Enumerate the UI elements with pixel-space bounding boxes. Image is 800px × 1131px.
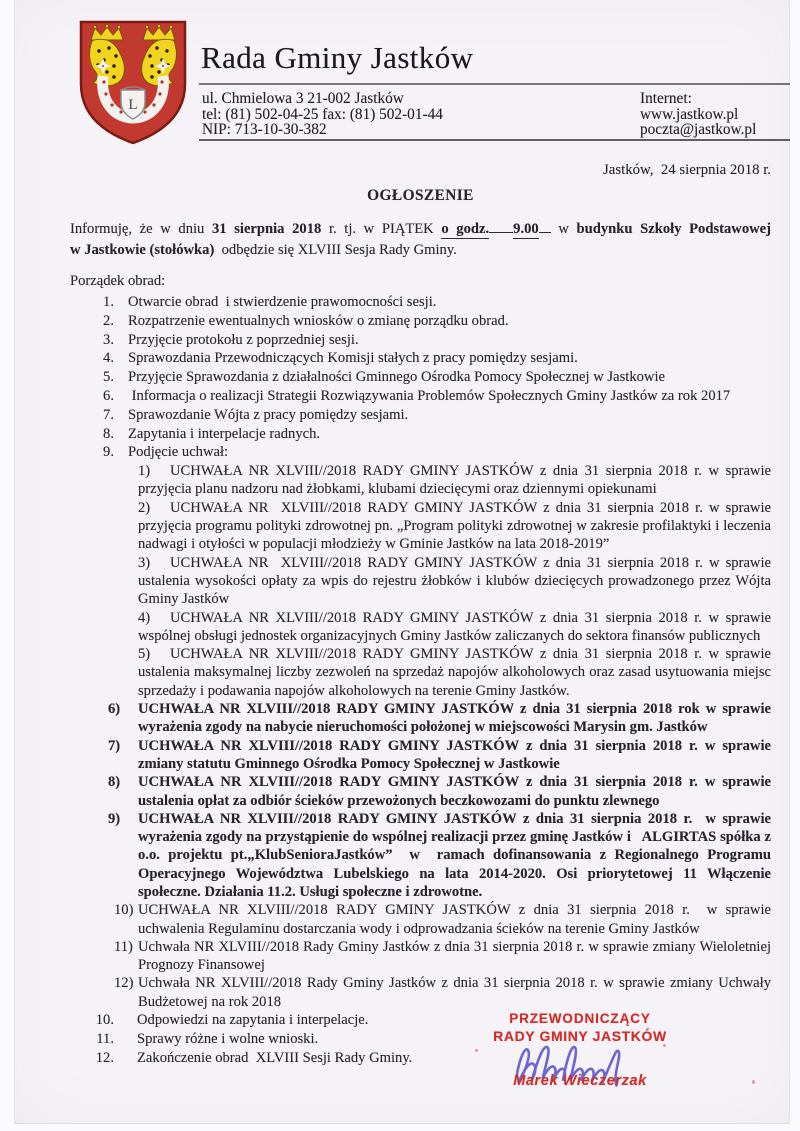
intro-segment: o godz. bbox=[441, 221, 490, 237]
item-number: 9) bbox=[108, 810, 121, 827]
item-text: Rozpatrzenie ewentualnych wniosków o zmianę porządku obrad. bbox=[128, 312, 509, 329]
item-text: Odpowiedzi na zapytania i interpelacje. bbox=[137, 1012, 369, 1029]
item-text: UCHWAŁA NR XLVIII//2018 RADY GMINY JASTKÓW z dnia 31 sierpnia 2018 r. w sprawie przyjęcia planu nadzoru nad żłobkami, klubami dziecięcymi oraz dziennymi opiekunami bbox=[138, 463, 771, 498]
agenda-item bbox=[70, 331, 771, 350]
intro-segment: 9.00 bbox=[513, 221, 539, 237]
agenda-item bbox=[70, 406, 771, 425]
item-text: Zapytania i interpelacje radnych. bbox=[128, 425, 321, 442]
item-number: 11. bbox=[96, 1030, 114, 1047]
header-divider-top bbox=[199, 83, 790, 85]
ink-speck bbox=[475, 1049, 478, 1052]
agenda-item bbox=[70, 425, 771, 444]
address-phone-fax: tel: (81) 502-04-25 fax: (81) 502-01-44 bbox=[202, 105, 443, 123]
jastkow-coat-of-arms-icon bbox=[74, 16, 192, 148]
resolution-item bbox=[108, 773, 771, 810]
resolution-item bbox=[114, 901, 771, 938]
internet-block bbox=[640, 91, 756, 138]
intro-segment bbox=[489, 231, 513, 233]
agenda-item bbox=[70, 349, 771, 368]
intro-segment: Informuję, że w dniu bbox=[70, 221, 212, 237]
item-number: 2) bbox=[138, 499, 151, 516]
item-number: 3) bbox=[138, 554, 151, 571]
resolution-item bbox=[114, 938, 771, 975]
agenda-item bbox=[70, 443, 771, 462]
item-text: Przyjęcie protokołu z poprzedniej sesji. bbox=[128, 331, 359, 348]
signature-block bbox=[455, 1011, 705, 1111]
item-number: 4) bbox=[138, 609, 151, 626]
item-text: Sprawozdania Przewodniczących Komisji stałych z pracy pomiędzy sesjami. bbox=[128, 350, 578, 367]
item-text: UCHWAŁA NR XLVIII//2018 RADY GMINY JASTKÓW z dnia 31 sierpnia 2018 r. w sprawie wyrażenia zgody na przystąpienie do wspólnej realizacji przez gminę Jastków i ALGIRTAS spółka z o.o. projektu pt.„KlubSenioraJastków” w ramach dofinansowania z Regionalnego Programu Operacyjnego Województwa Lubelskiego na lata 2014-2020. Osi priorytetowej 11 Włączenie społeczne. Działania 11.2. Usługi społeczne i zdrowotne. bbox=[138, 810, 771, 900]
internet-label: Internet: bbox=[640, 90, 692, 107]
item-number: 11) bbox=[114, 938, 133, 955]
item-text: UCHWAŁA NR XLVIII//2018 RADY GMINY JASTKÓW z dnia 31 sierpnia 2018 r. w sprawie ustalenia wysokości opłaty za wpis do rejestru żłobków i klubów dziecięcych prowadzonego przez Wójta Gminy Jastków bbox=[138, 554, 771, 608]
intro-segment: w Jastkowie (stołówka) bbox=[70, 242, 215, 258]
item-text: Sprawy różne i wolne wnioski. bbox=[137, 1030, 319, 1047]
agenda-list bbox=[70, 293, 771, 1067]
item-text: Informacja o realizacji Strategii Rozwiązywania Problemów Społecznych Gminy Jastków za rok 2017 bbox=[128, 387, 731, 404]
organization-name: Rada Gminy Jastków bbox=[201, 40, 474, 75]
item-number: 3. bbox=[103, 331, 114, 348]
item-number: 10. bbox=[95, 1012, 114, 1029]
intro-paragraph bbox=[70, 219, 771, 261]
resolution-item bbox=[114, 974, 771, 1011]
agenda-heading: Porządek obrad: bbox=[70, 273, 166, 289]
address-street: ul. Chmielowa 3 21-002 Jastków bbox=[202, 90, 404, 107]
intro-line bbox=[70, 240, 771, 261]
item-number: 4. bbox=[103, 350, 114, 367]
website-url: www.jastkow.pl bbox=[640, 105, 739, 123]
resolution-item bbox=[138, 645, 771, 700]
item-text: UCHWAŁA NR XLVIII//2018 RADY GMINY JASTKÓW z dnia 31 sierpnia 2018 rok w sprawie wyrażenia zgody na nabycie nieruchomości położonej w miejscowości Marysin gm. Jastków bbox=[138, 701, 771, 736]
intro-segment bbox=[539, 231, 551, 233]
document-title: OGŁOSZENIE bbox=[367, 187, 474, 204]
item-text: Sprawozdanie Wójta z pracy pomiędzy sesjami. bbox=[128, 406, 409, 423]
item-number: 5. bbox=[103, 369, 114, 386]
item-text: Otwarcie obrad i stwierdzenie prawomocności sesji. bbox=[128, 294, 437, 310]
item-number: 12) bbox=[114, 975, 134, 992]
address-block bbox=[202, 91, 443, 138]
crest-letter: L bbox=[128, 97, 138, 113]
item-text: UCHWAŁA NR XLVIII//2018 RADY GMINY JASTKÓW z dnia 31 sierpnia 2018 r. w sprawie wspólnej obsługi jednostek organizacyjnych Gminy Jastków zaliczanych do sektora finansów publicznych bbox=[138, 609, 771, 644]
agenda-item bbox=[70, 368, 771, 387]
ink-speck bbox=[663, 1044, 666, 1047]
item-text: UCHWAŁA NR XLVIII//2018 RADY GMINY JASTKÓW z dnia 31 sierpnia 2018 r. w sprawie ustalenia opłat za odbiór ścieków przewożonych beczkowozami do punktu zlewnego bbox=[138, 774, 771, 809]
agenda-item bbox=[70, 387, 771, 406]
resolution-item bbox=[138, 554, 771, 609]
resolution-item bbox=[138, 609, 771, 646]
intro-segment: odbędzie się XLVIII Sesja Rady Gminy. bbox=[214, 242, 457, 258]
intro-segment: w bbox=[550, 221, 577, 237]
agenda-item bbox=[70, 312, 771, 331]
item-text: Uchwała NR XLVIII//2018 Rady Gminy Jastków z dnia 31 sierpnia 2018 r. w sprawie zmiany Uchwały Budżetowej na rok 2018 bbox=[138, 975, 771, 1010]
agenda-item bbox=[70, 293, 771, 312]
document-body bbox=[70, 161, 771, 1067]
resolution-item bbox=[108, 700, 771, 737]
item-text: UCHWAŁA NR XLVIII//2018 RADY GMINY JASTKÓW z dnia 31 sierpnia 2018 r. w sprawie ustalenia maksymalnej liczby zezwoleń na sprzedaż napojów alkoholowych oraz zasad usytuowania miejsc sprzedaży i podawania napojów alkoholowych na terenie Gminy Jastków. bbox=[138, 646, 771, 699]
item-number: 6. bbox=[103, 387, 114, 404]
item-text: UCHWAŁA NR XLVIII//2018 RADY GMINY JASTKÓW z dnia 31 sierpnia 2018 r. w sprawie zmiany statutu Gminnego Ośrodka Pomocy Społecznej w Jastkowie bbox=[138, 737, 771, 772]
item-number: 8. bbox=[103, 425, 114, 442]
item-text: UCHWAŁA NR XLVIII//2018 RADY GMINY JASTKÓW z dnia 31 sierpnia 2018 r. w sprawie przyjęcia programu polityki zdrowotnej pn. „Program polityki zdrowotnej w zakresie profilaktyki i leczenia nadwagi i otyłości w populacji młodzieży w Gminie Jastków na lata 2018-2019” bbox=[138, 499, 771, 553]
item-number: 8) bbox=[108, 774, 121, 791]
resolution-item bbox=[108, 810, 771, 901]
item-number: 1) bbox=[138, 463, 151, 480]
email-address: poczta@jastkow.pl bbox=[640, 121, 757, 139]
resolution-item bbox=[108, 737, 771, 774]
item-number: 9. bbox=[103, 444, 114, 461]
item-text: Przyjęcie Sprawozdania z działalności Gminnego Ośrodka Pomocy Społecznej w Jastkowie bbox=[128, 369, 665, 386]
item-number: 5) bbox=[138, 646, 151, 663]
item-number: 7) bbox=[108, 737, 121, 754]
dateline: Jastków, 24 sierpnia 2018 r. bbox=[603, 162, 771, 178]
ink-speck bbox=[752, 1080, 755, 1084]
intro-segment: budynku Szkoły Podstawowej bbox=[576, 221, 771, 237]
item-text: Zakończenie obrad XLVIII Sesji Rady Gminy. bbox=[137, 1049, 413, 1066]
intro-segment: 31 sierpnia 2018 bbox=[211, 221, 322, 237]
item-text: Podjęcie uchwał: bbox=[128, 444, 229, 461]
item-number: 6) bbox=[108, 701, 121, 718]
signer-role-line2: RADY GMINY JASTKÓW bbox=[493, 1028, 667, 1044]
item-number: 1. bbox=[103, 294, 114, 310]
item-text: UCHWAŁA NR XLVIII//2018 RADY GMINY JASTKÓW z dnia 31 sierpnia 2018 r. w sprawie uchwalenia Regulaminu dostarczania wody i odprowadzania ścieków na terenie Gminy Jastków bbox=[138, 902, 771, 937]
intro-segment: r. tj. w PIĄTEK bbox=[321, 221, 442, 237]
resolution-item bbox=[138, 462, 771, 499]
resolution-item bbox=[138, 499, 771, 554]
header-divider-bottom bbox=[199, 139, 790, 141]
address-nip: NIP: 713-10-30-382 bbox=[202, 121, 327, 139]
signer-name: Marek Wieczerzak bbox=[513, 1073, 647, 1089]
item-number: 10) bbox=[114, 902, 134, 919]
item-number: 12. bbox=[95, 1049, 114, 1066]
signer-role-line1: PRZEWODNICZĄCY bbox=[509, 1011, 651, 1026]
item-text: Uchwała NR XLVIII//2018 Rady Gminy Jastków z dnia 31 sierpnia 2018 r. w sprawie zmiany Wieloletniej Prognozy Finansowej bbox=[138, 938, 771, 974]
intro-line bbox=[70, 219, 771, 240]
item-number: 7. bbox=[103, 406, 114, 423]
item-number: 2. bbox=[103, 312, 114, 329]
